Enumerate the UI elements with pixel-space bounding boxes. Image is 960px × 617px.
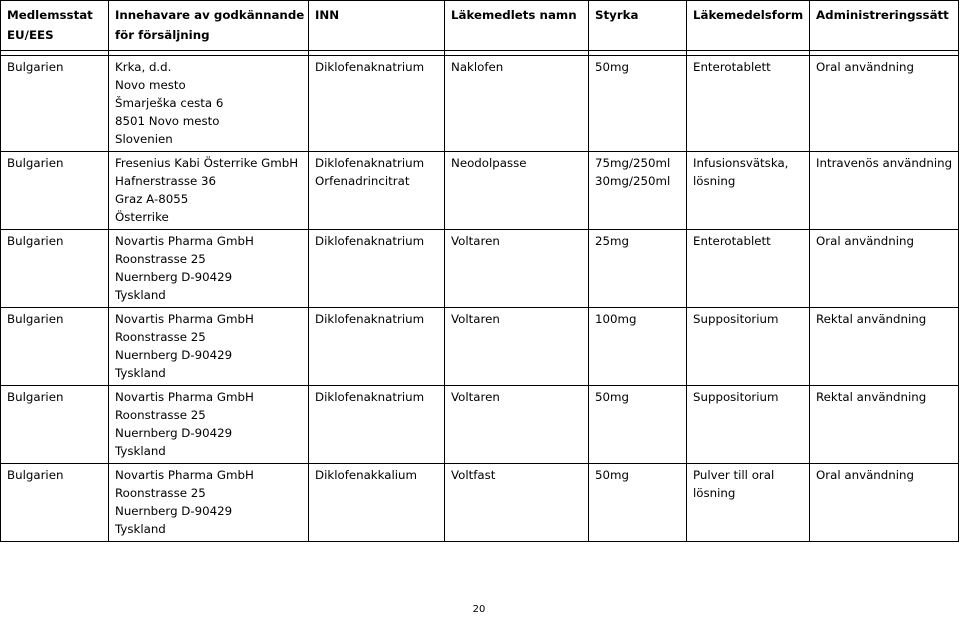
- holder-line: Tyskland: [115, 522, 166, 536]
- cell-dosage-form: [687, 56, 810, 152]
- holder-line: Nuernberg D-90429: [115, 504, 233, 518]
- header-line: Läkemedelsform: [693, 8, 804, 22]
- cell-strength: [589, 152, 687, 230]
- holder-line: Roonstrasse 25: [115, 408, 206, 422]
- holder-line: Tyskland: [115, 444, 166, 458]
- header-line: Innehavare av godkännande: [115, 8, 305, 22]
- header-line: Medlemsstat: [7, 8, 93, 22]
- inn-line: Diklofenaknatrium: [315, 156, 425, 170]
- cell-member-state: Bulgarien: [1, 464, 109, 542]
- cell-strength: [589, 56, 687, 152]
- cell-member-state: Bulgarien: [1, 230, 109, 308]
- cell-medicine-name: Naklofen: [445, 56, 589, 152]
- cell-medicine-name: Neodolpasse: [445, 152, 589, 230]
- holder-line: Novartis Pharma GmbH: [115, 468, 254, 482]
- holder-line: Novartis Pharma GmbH: [115, 390, 254, 404]
- header-holder: [109, 1, 309, 51]
- cell-inn: [309, 464, 445, 542]
- header-inn: [309, 1, 445, 51]
- table-row: [1, 152, 959, 230]
- holder-line: Roonstrasse 25: [115, 330, 206, 344]
- table-row: [1, 464, 959, 542]
- inn-line: Orfenadrincitrat: [315, 174, 410, 188]
- header-line: Styrka: [595, 8, 639, 22]
- strength-line: 25mg: [595, 234, 629, 248]
- cell-holder: [109, 152, 309, 230]
- cell-medicine-name: Voltaren: [445, 386, 589, 464]
- cell-route: Rektal användning: [810, 386, 959, 464]
- strength-line: 75mg/250ml: [595, 156, 671, 170]
- header-line: EU/EES: [7, 28, 54, 42]
- cell-medicine-name: Voltaren: [445, 230, 589, 308]
- cell-dosage-form: [687, 230, 810, 308]
- cell-route: Rektal användning: [810, 308, 959, 386]
- cell-holder: [109, 464, 309, 542]
- strength-line: 30mg/250ml: [595, 174, 671, 188]
- holder-line: Hafnerstrasse 36: [115, 174, 216, 188]
- cell-strength: [589, 464, 687, 542]
- holder-line: Krka, d.d.: [115, 60, 172, 74]
- holder-line: Roonstrasse 25: [115, 252, 206, 266]
- inn-line: Diklofenakkalium: [315, 468, 418, 482]
- table-row: [1, 308, 959, 386]
- strength-line: 50mg: [595, 60, 629, 74]
- holder-line: Novo mesto: [115, 78, 186, 92]
- table-row: [1, 386, 959, 464]
- form-line: Enterotablett: [693, 60, 771, 74]
- holder-line: Roonstrasse 25: [115, 486, 206, 500]
- header-line: INN: [315, 8, 340, 22]
- holder-line: Nuernberg D-90429: [115, 348, 233, 362]
- inn-line: Diklofenaknatrium: [315, 390, 425, 404]
- cell-route: Oral användning: [810, 230, 959, 308]
- cell-dosage-form: [687, 308, 810, 386]
- strength-line: 50mg: [595, 468, 629, 482]
- cell-strength: [589, 386, 687, 464]
- cell-holder: [109, 230, 309, 308]
- cell-holder: [109, 308, 309, 386]
- strength-line: 50mg: [595, 390, 629, 404]
- form-line: Enterotablett: [693, 234, 771, 248]
- header-line: för försäljning: [115, 28, 210, 42]
- cell-route: Intravenös användning: [810, 152, 959, 230]
- form-line: Suppositorium: [693, 390, 779, 404]
- inn-line: Diklofenaknatrium: [315, 312, 425, 326]
- holder-line: Šmarješka cesta 6: [115, 96, 224, 110]
- table-row: [1, 230, 959, 308]
- header-dosage-form: [687, 1, 810, 51]
- cell-strength: [589, 308, 687, 386]
- holder-line: Tyskland: [115, 366, 166, 380]
- cell-medicine-name: Voltaren: [445, 308, 589, 386]
- header-line: Läkemedlets namn: [451, 8, 577, 22]
- holder-line: Nuernberg D-90429: [115, 426, 233, 440]
- form-line: Suppositorium: [693, 312, 779, 326]
- holder-line: Fresenius Kabi Österrike GmbH: [115, 156, 299, 170]
- cell-holder: [109, 56, 309, 152]
- inn-line: Diklofenaknatrium: [315, 234, 425, 248]
- header-line: Administreringssätt: [816, 8, 949, 22]
- cell-inn: [309, 152, 445, 230]
- page-number: 20: [472, 604, 486, 615]
- holder-line: Graz A-8055: [115, 192, 189, 206]
- holder-line: Tyskland: [115, 288, 166, 302]
- cell-member-state: Bulgarien: [1, 308, 109, 386]
- cell-strength: [589, 230, 687, 308]
- holder-line: 8501 Novo mesto: [115, 114, 220, 128]
- cell-dosage-form: [687, 464, 810, 542]
- strength-line: 100mg: [595, 312, 637, 326]
- form-line: Pulver till oral: [693, 468, 775, 482]
- cell-route: Oral användning: [810, 56, 959, 152]
- holder-line: Slovenien: [115, 132, 173, 146]
- cell-dosage-form: [687, 386, 810, 464]
- cell-route: Oral användning: [810, 464, 959, 542]
- cell-member-state: Bulgarien: [1, 386, 109, 464]
- form-line: lösning: [693, 174, 736, 188]
- cell-inn: [309, 56, 445, 152]
- header-medicine-name: [445, 1, 589, 51]
- cell-inn: [309, 308, 445, 386]
- header-row: [1, 1, 959, 51]
- table-row: [1, 56, 959, 152]
- cell-medicine-name: Voltfast: [445, 464, 589, 542]
- holder-line: Österrike: [115, 210, 169, 224]
- cell-member-state: Bulgarien: [1, 56, 109, 152]
- holder-line: Novartis Pharma GmbH: [115, 312, 254, 326]
- inn-line: Diklofenaknatrium: [315, 60, 425, 74]
- form-line: Infusionsvätska,: [693, 156, 789, 170]
- cell-inn: [309, 230, 445, 308]
- header-route: [810, 1, 959, 51]
- cell-holder: [109, 386, 309, 464]
- form-line: lösning: [693, 486, 736, 500]
- cell-inn: [309, 386, 445, 464]
- cell-member-state: Bulgarien: [1, 152, 109, 230]
- holder-line: Novartis Pharma GmbH: [115, 234, 254, 248]
- cell-dosage-form: [687, 152, 810, 230]
- holder-line: Nuernberg D-90429: [115, 270, 233, 284]
- header-member-state: [1, 1, 109, 51]
- header-strength: [589, 1, 687, 51]
